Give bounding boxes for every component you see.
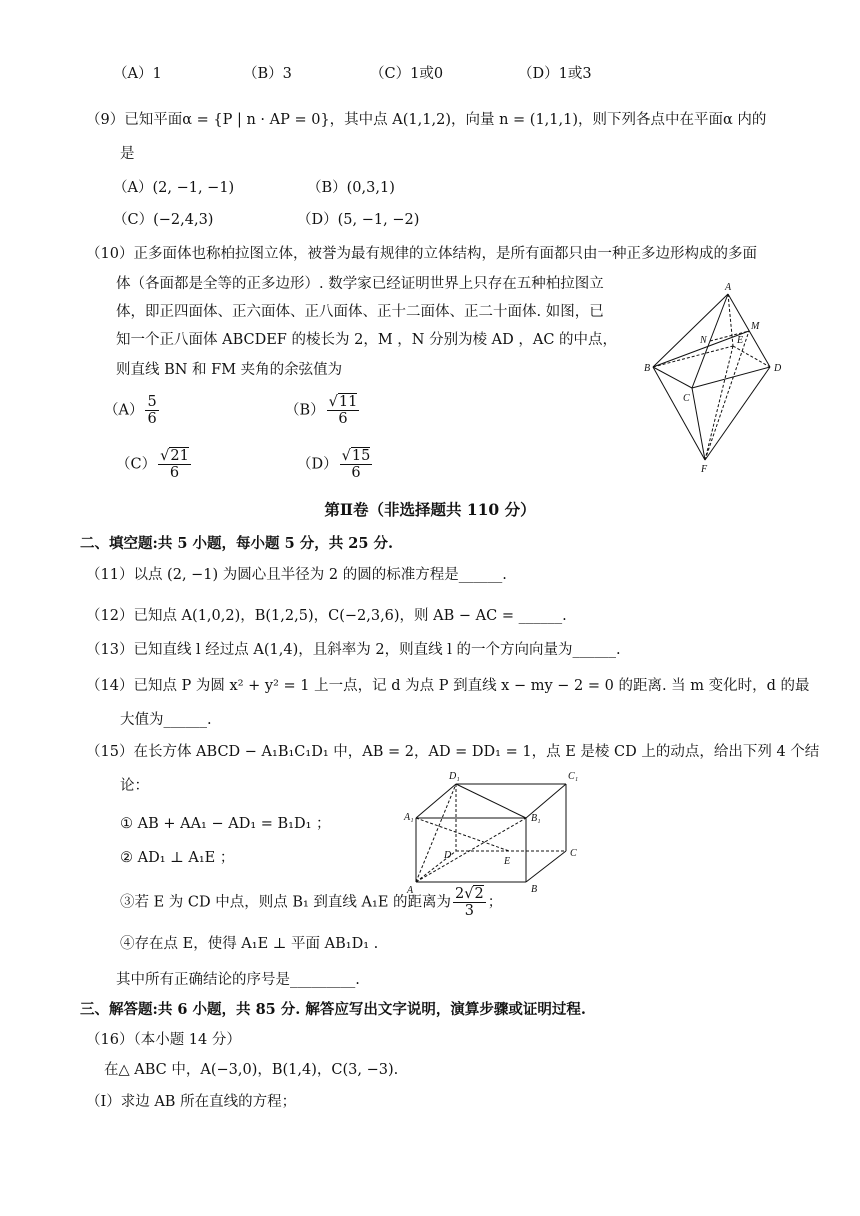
q10-stem-line2: 体（各面都是全等的正多边形）. 数学家已经证明世界上只存在五种柏拉图立 (116, 276, 604, 292)
fig15-label-a1: A₁ (404, 812, 414, 823)
q9-option-b: （B）(0,3,1) (307, 180, 395, 196)
q9-option-c: （C）(−2,4,3) (113, 212, 214, 228)
q10-option-b: （B） $\frac{√11}{6}$ (285, 394, 358, 427)
section2-heading: 二、填空题:共 5 小题，每小题 5 分，共 25 分. (80, 535, 394, 552)
q10-option-a: （A） $\frac{5}{6}$ (104, 394, 157, 427)
q8-option-c: （C）1或0 (370, 66, 444, 82)
octahedron-figure (640, 280, 790, 475)
q9-stem-line2: 是 (120, 146, 135, 162)
fig15-label-e: E (504, 856, 511, 867)
q10-stem-line3: 体，即正四面体、正六面体、正八面体、正十二面体、正二十面体. 如图，已 (116, 304, 604, 320)
fig15-label-d: D (444, 850, 452, 861)
fig10-label-b: B (644, 363, 651, 374)
q8-option-b: （B）3 (243, 66, 292, 82)
q14-line2: 大值为______. (120, 712, 212, 728)
q15-tail: 其中所有正确结论的序号是_________. (116, 972, 360, 988)
q14-line1: （14）已知点 P 为圆 x² + y² = 1 上一点，记 d 为点 P 到直线 x − my − 2 = 0 的距离. 当 m 变化时，d 的最 (86, 678, 810, 694)
fig15-label-c1: C₁ (568, 771, 579, 782)
fig10-label-n: N (700, 335, 707, 346)
part2-title: 第Ⅱ卷（非选择题共 110 分） (324, 500, 536, 519)
fig10-label-a: A (725, 282, 732, 293)
cuboid-figure (400, 768, 590, 896)
q11-text: （11）以点 (2, −1) 为圆心且半径为 2 的圆的标准方程是______. (86, 567, 507, 583)
fig15-label-b: B (531, 884, 538, 895)
q10-stem-line4: 知一个正八面体 ABCDEF 的棱长为 2，M ，N 分别为棱 AD ，AC 的中点， (116, 332, 618, 348)
q10-option-d: （D） $\frac{√15}{6}$ (297, 448, 371, 481)
section3-heading: 三、解答题:共 6 小题，共 85 分. 解答应写出文字说明，演算步骤或证明过程. (80, 1001, 586, 1018)
fig10-label-m: M (751, 321, 760, 332)
q10-stem-line5: 则直线 BN 和 FM 夹角的余弦值为 (116, 362, 343, 378)
q15-conclusion-3: ③若 E 为 CD 中点，则点 B₁ 到直线 A₁E 的距离为 $\frac{2√2}{3}$ ； (120, 886, 503, 919)
q10-option-c: （C） $\frac{√21}{6}$ (116, 448, 189, 481)
fig15-label-c: C (570, 848, 577, 859)
q15-conclusion-2: ② AD₁ ⊥ A₁E ； (120, 850, 235, 866)
fig10-label-e: E (737, 335, 744, 346)
fig15-label-a: A (407, 885, 414, 896)
fig10-label-c: C (683, 393, 690, 404)
q13-text: （13）已知直线 l 经过点 A(1,4)，且斜率为 2，则直线 l 的一个方向向量为______. (86, 642, 621, 658)
q15-line2: 论： (120, 778, 149, 794)
q9-stem-line1: （9）已知平面α = {P | n · AP = 0}，其中点 A(1,1,2)，向量 n = (1,1,1)，则下列各点中在平面α 内的 (86, 112, 767, 128)
q10-stem-line1: （10）正多面体也称柏拉图立体，被誉为最有规律的立体结构，是所有面都只由一种正多边形构成的多面 (86, 246, 757, 262)
q16-line1: 在△ ABC 中，A(−3,0)，B(1,4)，C(3, −3). (104, 1062, 399, 1078)
q15-line1: （15）在长方体 ABCD − A₁B₁C₁D₁ 中，AB = 2，AD = DD₁ = 1，点 E 是棱 CD 上的动点，给出下列 4 个结 (86, 744, 820, 760)
fig15-label-b1: B₁ (531, 813, 541, 824)
q15-conclusion-1: ① AB + AA₁ − AD₁ = B₁D₁ ； (120, 816, 331, 832)
fig10-label-f: F (701, 464, 708, 475)
q16-part1: （Ⅰ）求边 AB 所在直线的方程； (86, 1094, 297, 1110)
fig10-label-d: D (774, 363, 782, 374)
q16-head: （16）（本小题 14 分） (86, 1032, 241, 1048)
fig15-label-d1: D₁ (449, 771, 460, 782)
q9-option-a: （A）(2, −1, −1) (113, 180, 235, 196)
q9-option-d: （D）(5, −1, −2) (297, 212, 420, 228)
q8-option-a: （A）1 (113, 66, 162, 82)
q8-option-d: （D）1或3 (518, 66, 592, 82)
q12-text: （12）已知点 A(1,0,2)，B(1,2,5)，C(−2,3,6)，则 AB − AC = ______. (86, 608, 567, 624)
q15-conclusion-4: ④存在点 E，使得 A₁E ⊥ 平面 AB₁D₁ . (120, 936, 379, 952)
